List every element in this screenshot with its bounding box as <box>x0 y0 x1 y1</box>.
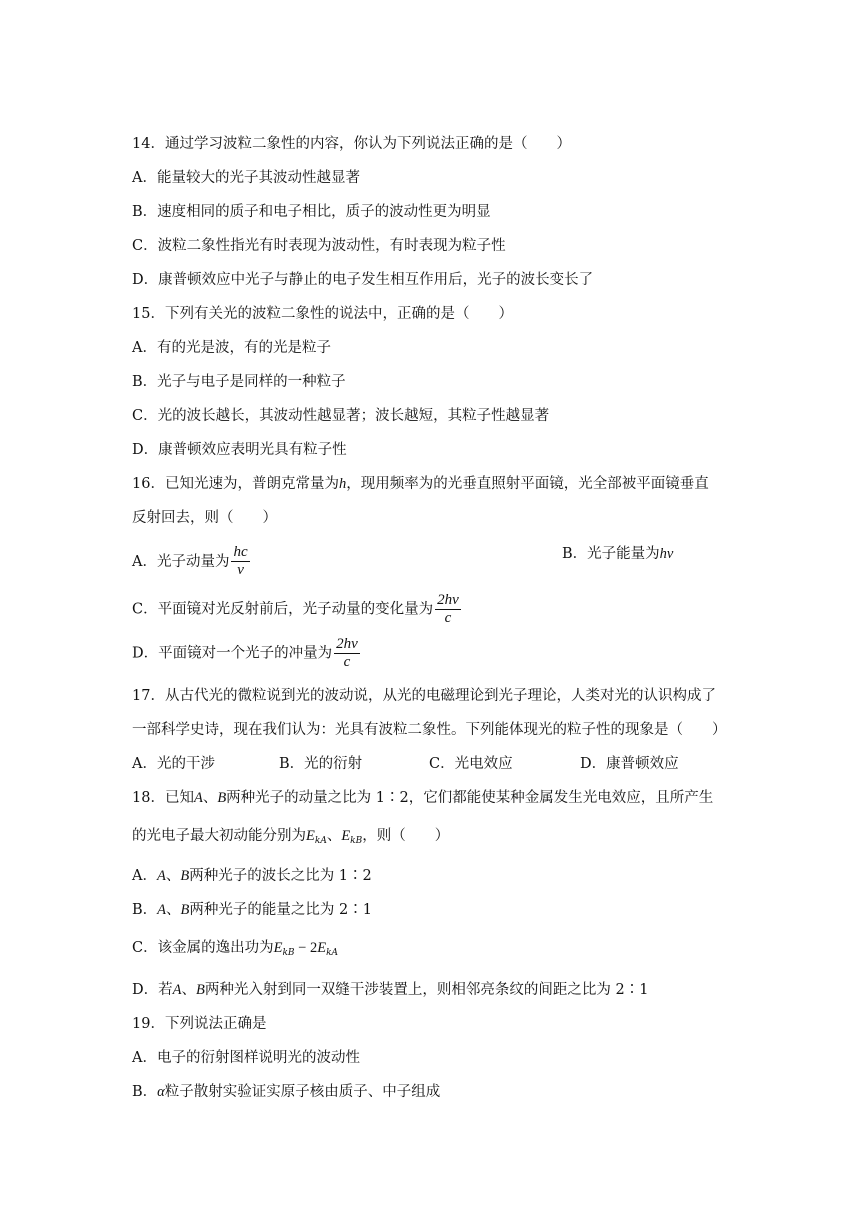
q16-option-c-fraction <box>435 592 461 627</box>
minus-operator: − 2 <box>294 940 318 956</box>
symbol-a: A <box>172 982 182 998</box>
symbol-a: A <box>157 902 167 918</box>
q18-option-b <box>132 900 750 920</box>
separator: 、 <box>165 868 181 884</box>
planck-constant-symbol: h <box>338 476 347 492</box>
energy-symbol: E <box>317 940 327 956</box>
q16-option-a-fraction <box>231 544 249 579</box>
q18-stem-part2: 两种光子的动量之比为 1∶2，它们都能使某种金属发生光电效应，且所产生 <box>226 790 714 806</box>
fraction-denominator: c <box>343 654 351 670</box>
q19-option-b <box>132 1082 750 1102</box>
symbol-b: B <box>196 982 205 998</box>
energy-subscript: kB <box>350 836 363 846</box>
q15-option-a: A．有的光是波，有的光是粒子 <box>132 340 331 356</box>
fraction-numerator: hc <box>233 544 248 560</box>
q19-option-a: A．电子的衍射图样说明光的波动性 <box>132 1050 360 1066</box>
q18-stem-line1 <box>132 788 750 808</box>
q18-stem-line2-part1: 的光电子最大初动能分别为 <box>132 828 306 844</box>
option-label: B． <box>132 902 158 918</box>
q14-option-d: D．康普顿效应中光子与静止的电子发生相互作用后，光子的波长变长了 <box>132 272 594 288</box>
q18-option-d <box>132 980 750 1000</box>
q14-option-b: B．速度相同的质子和电子相比，质子的波动性更为明显 <box>132 204 491 220</box>
q16-option-c-text: C．平面镜对光反射前后，光子动量的变化量为 <box>132 601 434 618</box>
q17-stem-line1: 17．从古代光的微粒说到光的波动说，从光的电磁理论到光子理论，人类对光的认识构成了 <box>132 688 716 704</box>
energy-symbol: E <box>273 940 283 956</box>
option-label: D．若 <box>132 982 173 998</box>
q18-stem-line2 <box>132 826 750 851</box>
q16-option-d <box>132 636 750 671</box>
q16-stem-part1: 16．已知光速为，普朗克常量为 <box>132 476 339 492</box>
q16-stem-line1 <box>132 474 750 494</box>
q14-option-a: A．能量较大的光子其波动性越显著 <box>132 170 360 186</box>
q17-option-b: B．光的衍射 <box>279 756 363 772</box>
q18-stem-line2-part2: ，则（ ） <box>362 828 450 844</box>
symbol-b: B <box>180 868 190 884</box>
fraction-denominator: v <box>237 562 244 578</box>
separator: 、 <box>166 902 181 918</box>
q16-stem-part2: ，现用频率为的光垂直照射平面镜，光全部被平面镜垂直 <box>346 476 709 492</box>
energy-subscript: kB <box>282 948 295 958</box>
symbol-a: A <box>156 868 166 884</box>
energy-symbol: E <box>341 828 351 844</box>
separator: 、 <box>181 982 196 998</box>
symbol-b: B <box>217 790 227 806</box>
energy-subscript: kA <box>314 836 327 846</box>
fraction-numerator: 2hv <box>336 636 358 652</box>
option-text: 粒子散射实验证实原子核由质子、中子组成 <box>164 1084 441 1100</box>
q14-option-c: C．波粒二象性指光有时表现为波动性，有时表现为粒子性 <box>132 238 506 254</box>
q17-stem-line2: 一部科学史诗，现在我们认为：光具有波粒二象性。下列能体现光的粒子性的现象是（ ） <box>132 722 727 738</box>
q16-option-a-text: A．光子动量为 <box>132 553 230 570</box>
q15-option-b: B．光子与电子是同样的一种粒子 <box>132 374 346 390</box>
separator: 、 <box>202 790 218 806</box>
energy-subscript: kA <box>326 948 339 958</box>
q19-stem: 19．下列说法正确是 <box>132 1016 267 1032</box>
q16-option-d-text: D．平面镜对一个光子的冲量为 <box>132 645 333 662</box>
fraction-numerator: 2hv <box>437 592 459 608</box>
symbol-a: A <box>193 790 203 806</box>
option-label: B． <box>132 1084 158 1100</box>
q17-option-c: C．光电效应 <box>429 756 513 772</box>
separator: 、 <box>326 828 342 844</box>
q16-option-b <box>562 544 673 564</box>
fraction-denominator: c <box>444 610 452 626</box>
q16-option-a <box>132 544 252 578</box>
q17-option-d: D．康普顿效应 <box>580 756 679 772</box>
option-text: 两种光入射到同一双缝干涉装置上，则相邻亮条纹的间距之比为 2∶1 <box>204 982 649 998</box>
q16-option-c <box>132 592 750 627</box>
q18-stem-part1: 18．已知 <box>132 790 194 806</box>
option-label: A． <box>132 868 157 884</box>
q16-stem-line2: 反射回去，则（ ） <box>132 510 277 526</box>
q15-option-d: D．康普顿效应表明光具有粒子性 <box>132 442 347 458</box>
q18-option-a <box>132 866 750 886</box>
q15-stem: 15．下列有关光的波粒二象性的说法中，正确的是（ ） <box>132 306 513 322</box>
option-text: 两种光子的能量之比为 2∶1 <box>189 902 372 918</box>
q17-option-a: A．光的干涉 <box>132 756 215 772</box>
q16-option-d-fraction <box>334 636 360 671</box>
option-text: 两种光子的波长之比为 1∶2 <box>189 868 372 884</box>
energy-symbol: E <box>306 828 315 844</box>
q16-option-b-text: B．光子能量为 <box>562 546 660 562</box>
q14-stem: 14．通过学习波粒二象性的内容，你认为下列说法正确的是（ ） <box>132 136 571 152</box>
q16-options-ab <box>132 544 750 579</box>
q16-option-b-math: hv <box>659 546 674 562</box>
q18-option-c <box>132 938 750 963</box>
option-text: C．该金属的逸出功为 <box>132 940 274 956</box>
symbol-b: B <box>180 902 190 918</box>
alpha-symbol: α <box>157 1084 165 1100</box>
q15-option-c: C．光的波长越长，其波动性越显著；波长越短，其粒子性越显著 <box>132 408 550 424</box>
